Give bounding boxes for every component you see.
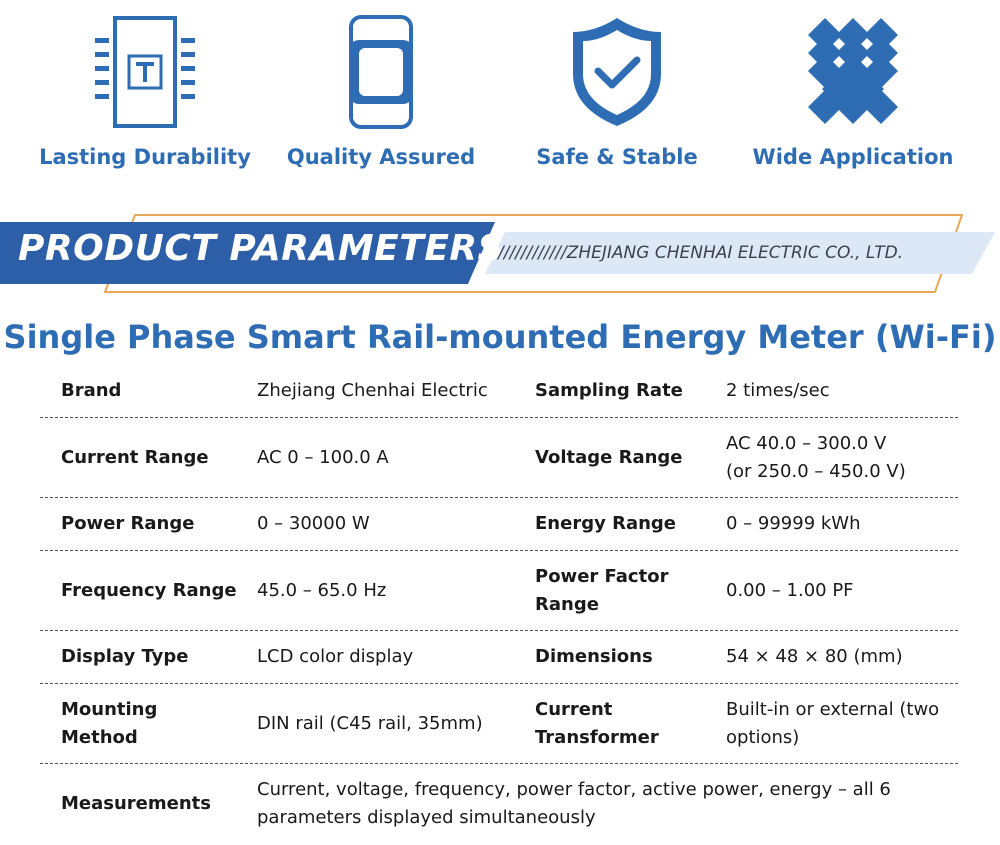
spec-value: AC 40.0 – 300.0 V (or 250.0 – 450.0 V) <box>726 432 906 482</box>
spec-value: 0.00 – 1.00 PF <box>726 579 854 601</box>
spec-key: Measurements <box>61 793 211 814</box>
table-row-measurements <box>40 764 958 844</box>
table-row <box>40 418 958 498</box>
spec-key: Current Transformer <box>535 698 659 748</box>
spec-key: Frequency Range <box>61 579 237 601</box>
spec-value: AC 0 – 100.0 A <box>257 446 389 468</box>
spec-key: Display Type <box>61 646 189 667</box>
spec-value: 0 – 30000 W <box>257 513 370 534</box>
spec-key: Mounting Method <box>61 698 158 748</box>
spec-key: Dimensions <box>535 646 653 667</box>
spec-value: 0 – 99999 kWh <box>726 513 861 534</box>
spec-key: Current Range <box>61 446 209 468</box>
spec-table <box>40 364 958 844</box>
product-title: Single Phase Smart Rail-mounted Energy Meter (Wi-Fi) <box>3 318 997 356</box>
spec-key: Brand <box>61 379 122 401</box>
spec-value: DIN rail (C45 rail, 35mm) <box>257 712 483 734</box>
spec-key: Power Range <box>61 513 195 534</box>
spec-key: Sampling Rate <box>535 379 683 401</box>
spec-value: Zhejiang Chenhai Electric <box>257 379 488 401</box>
feature-label: Wide Application <box>752 145 954 169</box>
company-name: ////////////ZHEJIANG CHENHAI ELECTRIC CO., LTD. <box>498 243 904 263</box>
table-row <box>40 631 958 684</box>
chip-icon <box>30 14 260 130</box>
spec-value: LCD color display <box>257 646 414 667</box>
spec-value: 45.0 – 65.0 Hz <box>257 579 387 601</box>
table-row <box>40 551 958 631</box>
spec-key: Energy Range <box>535 513 676 534</box>
shield-check-icon <box>502 14 732 130</box>
feature-label: Lasting Durability <box>39 145 251 169</box>
spec-value: Current, voltage, frequency, power factor, active power, energy – all 6 parameters displayed simultaneously <box>257 779 891 828</box>
feature-label: Quality Assured <box>286 145 476 169</box>
spec-value: 2 times/sec <box>726 379 830 401</box>
spec-key: Voltage Range <box>535 446 683 468</box>
table-row <box>40 684 958 764</box>
feature-label: Safe & Stable <box>536 145 698 169</box>
table-row <box>40 364 958 418</box>
spec-value: Built-in or external (two options) <box>726 698 940 748</box>
diamond-grid-icon <box>738 14 968 130</box>
table-row <box>40 498 958 551</box>
banner-title: PRODUCT PARAMETERS <box>18 228 505 269</box>
spec-key: Power Factor Range <box>535 565 669 615</box>
shell-icon <box>266 14 496 130</box>
spec-value: 54 × 48 × 80 (mm) <box>726 646 903 667</box>
